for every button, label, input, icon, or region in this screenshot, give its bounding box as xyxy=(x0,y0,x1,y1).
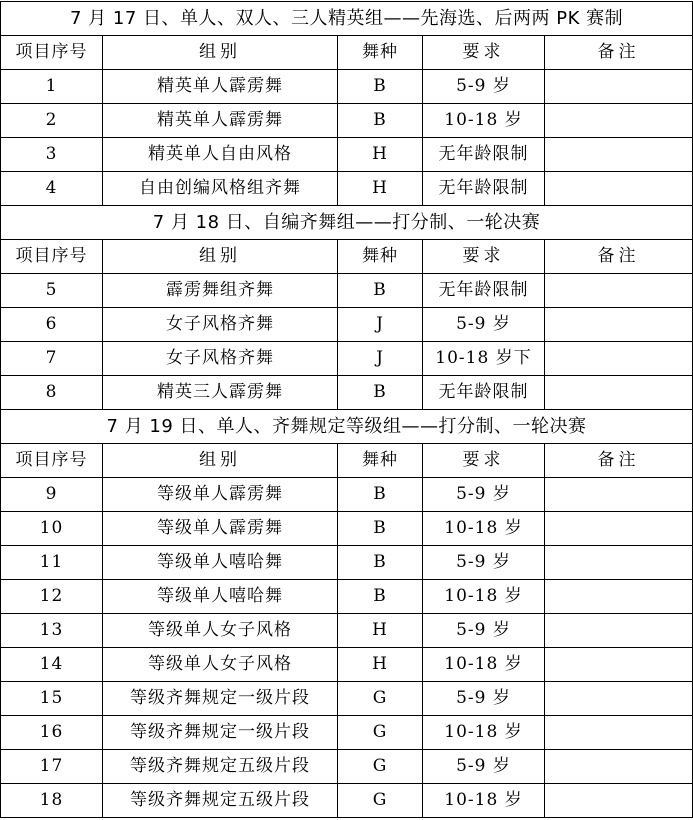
item-group: 等级单人嘻哈舞 xyxy=(103,546,338,580)
item-dance: B xyxy=(338,546,423,580)
header-note: 备注 xyxy=(545,36,693,70)
item-dance: J xyxy=(338,308,423,342)
item-group: 精英单人霹雳舞 xyxy=(103,70,338,104)
item-requirement: 10-18 岁 xyxy=(423,784,545,818)
item-group: 等级齐舞规定五级片段 xyxy=(103,750,338,784)
item-note xyxy=(545,750,693,784)
item-note xyxy=(545,546,693,580)
header-dance: 舞种 xyxy=(338,444,423,478)
header-number: 项目序号 xyxy=(1,444,103,478)
item-number: 12 xyxy=(1,580,103,614)
item-note xyxy=(545,614,693,648)
item-group: 等级齐舞规定五级片段 xyxy=(103,784,338,818)
schedule-table xyxy=(0,1,693,818)
item-number: 10 xyxy=(1,512,103,546)
item-requirement: 5-9 岁 xyxy=(423,308,545,342)
item-requirement: 10-18 岁 xyxy=(423,648,545,682)
item-requirement: 无年龄限制 xyxy=(423,376,545,410)
item-group: 精英单人霹雳舞 xyxy=(103,104,338,138)
item-dance: B xyxy=(338,70,423,104)
schedule-body xyxy=(1,2,693,818)
item-number: 18 xyxy=(1,784,103,818)
item-number: 16 xyxy=(1,716,103,750)
item-number: 1 xyxy=(1,70,103,104)
header-dance: 舞种 xyxy=(338,36,423,70)
item-requirement: 无年龄限制 xyxy=(423,172,545,206)
item-number: 2 xyxy=(1,104,103,138)
item-number: 9 xyxy=(1,478,103,512)
session-title: 7 月 17 日、单人、双人、三人精英组——先海选、后两两 PK 赛制 xyxy=(1,2,693,36)
item-note xyxy=(545,70,693,104)
item-dance: B xyxy=(338,512,423,546)
item-requirement: 5-9 岁 xyxy=(423,614,545,648)
item-requirement: 5-9 岁 xyxy=(423,70,545,104)
item-number: 4 xyxy=(1,172,103,206)
item-note xyxy=(545,580,693,614)
header-number: 项目序号 xyxy=(1,240,103,274)
item-note xyxy=(545,376,693,410)
item-note xyxy=(545,512,693,546)
item-note xyxy=(545,138,693,172)
item-note xyxy=(545,478,693,512)
item-requirement: 10-18 岁 xyxy=(423,580,545,614)
header-group: 组别 xyxy=(103,444,338,478)
item-group: 自由创编风格组齐舞 xyxy=(103,172,338,206)
header-number: 项目序号 xyxy=(1,36,103,70)
item-dance: H xyxy=(338,648,423,682)
item-note xyxy=(545,342,693,376)
item-requirement: 无年龄限制 xyxy=(423,274,545,308)
item-group: 霹雳舞组齐舞 xyxy=(103,274,338,308)
item-requirement: 10-18 岁下 xyxy=(423,342,545,376)
item-dance: B xyxy=(338,274,423,308)
item-group: 等级齐舞规定一级片段 xyxy=(103,682,338,716)
item-number: 7 xyxy=(1,342,103,376)
item-requirement: 5-9 岁 xyxy=(423,478,545,512)
item-number: 8 xyxy=(1,376,103,410)
item-dance: G xyxy=(338,716,423,750)
item-requirement: 无年龄限制 xyxy=(423,138,545,172)
table-row xyxy=(1,138,693,172)
item-group: 等级单人女子风格 xyxy=(103,614,338,648)
item-group: 等级齐舞规定一级片段 xyxy=(103,716,338,750)
item-requirement: 5-9 岁 xyxy=(423,682,545,716)
table-row xyxy=(1,580,693,614)
table-row xyxy=(1,274,693,308)
table-row xyxy=(1,104,693,138)
header-requirement: 要求 xyxy=(423,36,545,70)
header-requirement: 要求 xyxy=(423,444,545,478)
item-group: 等级单人嘻哈舞 xyxy=(103,580,338,614)
item-number: 15 xyxy=(1,682,103,716)
item-dance: B xyxy=(338,376,423,410)
item-group: 女子风格齐舞 xyxy=(103,342,338,376)
session-row xyxy=(1,2,693,36)
table-row xyxy=(1,682,693,716)
item-group: 精英单人自由风格 xyxy=(103,138,338,172)
item-requirement: 10-18 岁 xyxy=(423,512,545,546)
header-note: 备注 xyxy=(545,240,693,274)
table-row xyxy=(1,512,693,546)
item-number: 11 xyxy=(1,546,103,580)
item-group: 女子风格齐舞 xyxy=(103,308,338,342)
item-note xyxy=(545,784,693,818)
item-number: 3 xyxy=(1,138,103,172)
item-note xyxy=(545,104,693,138)
header-row xyxy=(1,36,693,70)
item-requirement: 5-9 岁 xyxy=(423,750,545,784)
item-note xyxy=(545,308,693,342)
header-row xyxy=(1,444,693,478)
table-row xyxy=(1,478,693,512)
table-row xyxy=(1,546,693,580)
header-dance: 舞种 xyxy=(338,240,423,274)
item-dance: J xyxy=(338,342,423,376)
item-requirement: 10-18 岁 xyxy=(423,716,545,750)
item-dance: H xyxy=(338,172,423,206)
table-row xyxy=(1,716,693,750)
item-group: 精英三人霹雳舞 xyxy=(103,376,338,410)
item-note xyxy=(545,172,693,206)
item-requirement: 5-9 岁 xyxy=(423,546,545,580)
table-row xyxy=(1,376,693,410)
header-note: 备注 xyxy=(545,444,693,478)
item-number: 13 xyxy=(1,614,103,648)
header-row xyxy=(1,240,693,274)
item-dance: H xyxy=(338,138,423,172)
item-number: 6 xyxy=(1,308,103,342)
item-note xyxy=(545,716,693,750)
item-group: 等级单人霹雳舞 xyxy=(103,512,338,546)
table-row xyxy=(1,172,693,206)
item-note xyxy=(545,274,693,308)
item-dance: B xyxy=(338,104,423,138)
item-dance: G xyxy=(338,784,423,818)
table-row xyxy=(1,750,693,784)
table-row xyxy=(1,648,693,682)
session-title: 7 月 19 日、单人、齐舞规定等级组——打分制、一轮决赛 xyxy=(1,410,693,444)
item-requirement: 10-18 岁 xyxy=(423,104,545,138)
item-dance: G xyxy=(338,750,423,784)
table-row xyxy=(1,308,693,342)
header-requirement: 要求 xyxy=(423,240,545,274)
item-number: 5 xyxy=(1,274,103,308)
session-row xyxy=(1,410,693,444)
item-number: 14 xyxy=(1,648,103,682)
session-title: 7 月 18 日、自编齐舞组——打分制、一轮决赛 xyxy=(1,206,693,240)
item-group: 等级单人女子风格 xyxy=(103,648,338,682)
item-note xyxy=(545,682,693,716)
table-row xyxy=(1,784,693,818)
header-group: 组别 xyxy=(103,240,338,274)
item-number: 17 xyxy=(1,750,103,784)
header-group: 组别 xyxy=(103,36,338,70)
table-row xyxy=(1,342,693,376)
table-row xyxy=(1,614,693,648)
item-dance: B xyxy=(338,580,423,614)
item-note xyxy=(545,648,693,682)
table-row xyxy=(1,70,693,104)
session-row xyxy=(1,206,693,240)
item-dance: B xyxy=(338,478,423,512)
item-dance: G xyxy=(338,682,423,716)
item-group: 等级单人霹雳舞 xyxy=(103,478,338,512)
item-dance: H xyxy=(338,614,423,648)
